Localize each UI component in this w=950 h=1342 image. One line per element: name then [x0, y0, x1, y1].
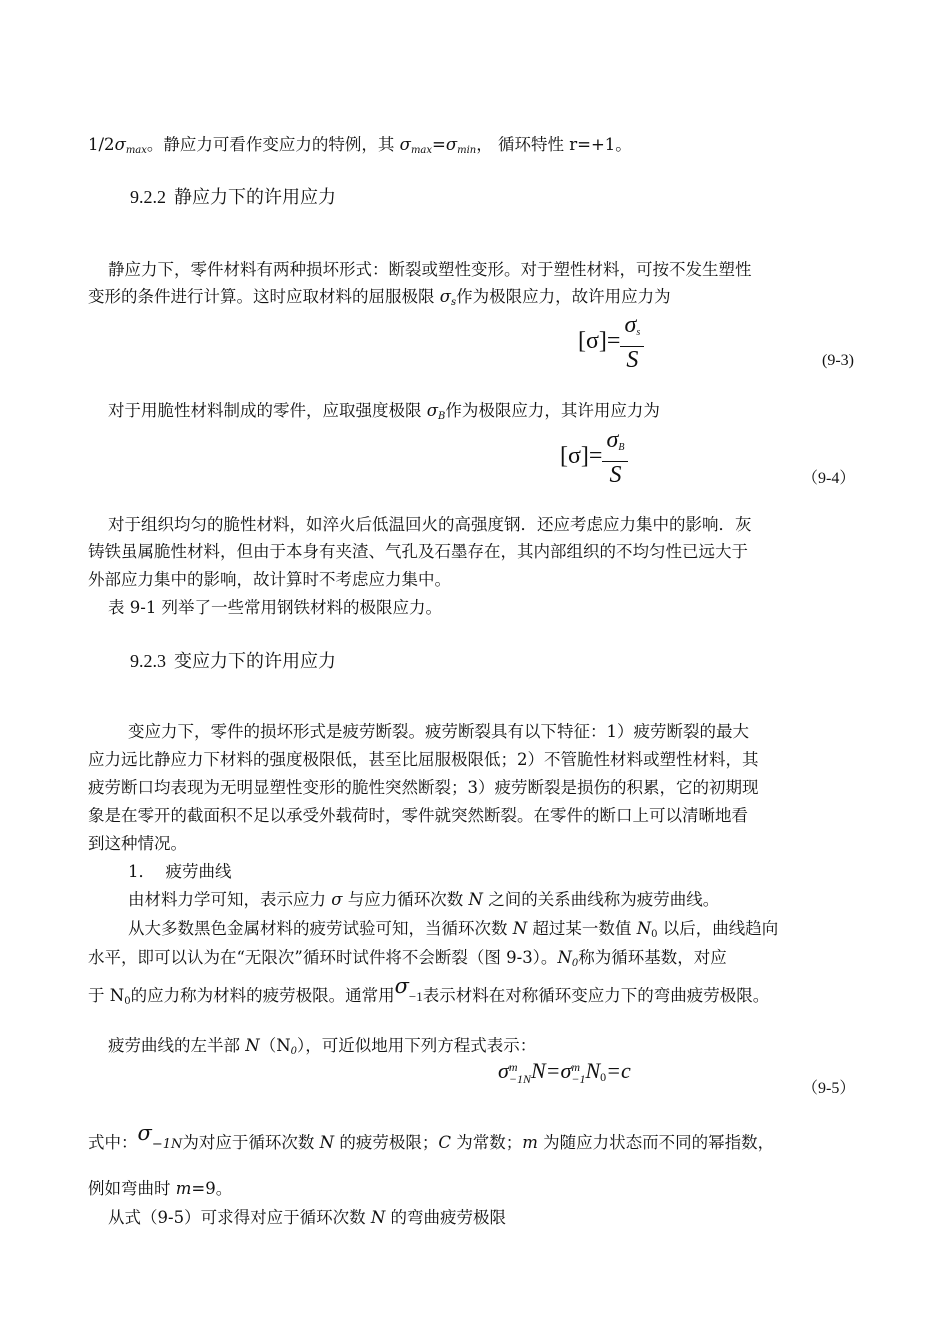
- text-line: 例如弯曲时 m=9。: [88, 1179, 233, 1198]
- formula-9-5: σ m −1N N=σ m −1 $N_0=c$: [498, 1058, 631, 1086]
- equation-number: （9-5）: [802, 1080, 856, 1097]
- text-line: 到这种情况。: [88, 834, 187, 853]
- list-item: 1． 疲劳曲线: [128, 862, 232, 881]
- text-line: 变应力下，零件的损坏形式是疲劳断裂。疲劳断裂具有以下特征：1）疲劳断裂的最大: [128, 722, 749, 741]
- formula-9-4: [σ]= $\frac{\sigma_B}{S}$: [560, 427, 628, 488]
- text-line: 从式（9-5）可求得对应于循环次数 N 的弯曲疲劳极限: [108, 1208, 507, 1227]
- text-line: 外部应力集中的影响，故计算时不考虑应力集中。: [88, 570, 451, 589]
- text-line: 疲劳曲线的左半部 $N(N_0)$，可近似地用下列方程式表示：: [108, 1036, 537, 1057]
- section-heading: 9.2.2 静应力下的许用应力: [130, 187, 336, 208]
- text-line: 疲劳断口均表现为无明显塑性变形的脆性突然断裂；3）疲劳断裂是损伤的积累，它的初期现: [88, 778, 759, 797]
- section-heading: 9.2.3 变应力下的许用应力: [130, 651, 336, 672]
- equation-number: (9-3): [822, 352, 854, 369]
- text-line: 于 $N_0$的应力称为材料的疲劳极限。通常用σ−1表示材料在对称循环变应力下的弯曲疲劳极限。: [88, 974, 770, 1007]
- text-line: 象是在零开的截面积不足以承受外载荷时，零件就突然断裂。在零件的断口上可以清晰地看: [88, 806, 748, 825]
- formula-9-3: [σ]= $\frac{\sigma_s}{S}$: [578, 312, 644, 373]
- text-line: 由材料力学可知，表示应力 σ 与应力循环次数 N 之间的关系曲线称为疲劳曲线。: [128, 890, 720, 909]
- text-line: $1/2\sigma_{max}$。静应力可看作变应力的特例，其 $\sigma_{max}=\sigma_{min}$， 循环特性 r=+1。: [88, 135, 632, 156]
- text-line: 应力远比静应力下材料的强度极限低，甚至比屈服极限低；2）不管脆性材料或塑性材料，其: [88, 750, 759, 769]
- text-line: 水平，即可以认为在“无限次”循环时试件将不会断裂（图 9-3）。$N_0$称为循环基数，对应: [88, 948, 727, 969]
- text-line: 从大多数黑色金属材料的疲劳试验可知，当循环次数 N 超过某一数值 $N_0$ 以后，曲线趋向: [128, 919, 779, 940]
- text-line: 铸铁虽属脆性材料，但由于本身有夹渣、气孔及石墨存在，其内部组织的不均匀性已远大于: [88, 542, 748, 561]
- text-line: 式中：σ−1N为对应于循环次数 N 的疲劳极限；C 为常数；m 为随应力状态而不同的幂指数，: [88, 1121, 775, 1152]
- equation-number: （9-4）: [802, 470, 856, 487]
- text-line: 对于用脆性材料制成的零件，应取强度极限 $\sigma_B$作为极限应力，其许用应力为: [108, 401, 660, 422]
- text-line: 静应力下，零件材料有两种损坏形式：断裂或塑性变形。对于塑性材料，可按不发生塑性: [108, 260, 752, 279]
- text-line: 变形的条件进行计算。这时应取材料的屈服极限 $\sigma_s$作为极限应力，故许用应力为: [88, 287, 671, 308]
- text-line: 表 9-1 列举了一些常用钢铁材料的极限应力。: [108, 598, 443, 617]
- text-line: 对于组织均匀的脆性材料，如淬火后低温回火的高强度钢．还应考虑应力集中的影响．灰: [108, 515, 752, 534]
